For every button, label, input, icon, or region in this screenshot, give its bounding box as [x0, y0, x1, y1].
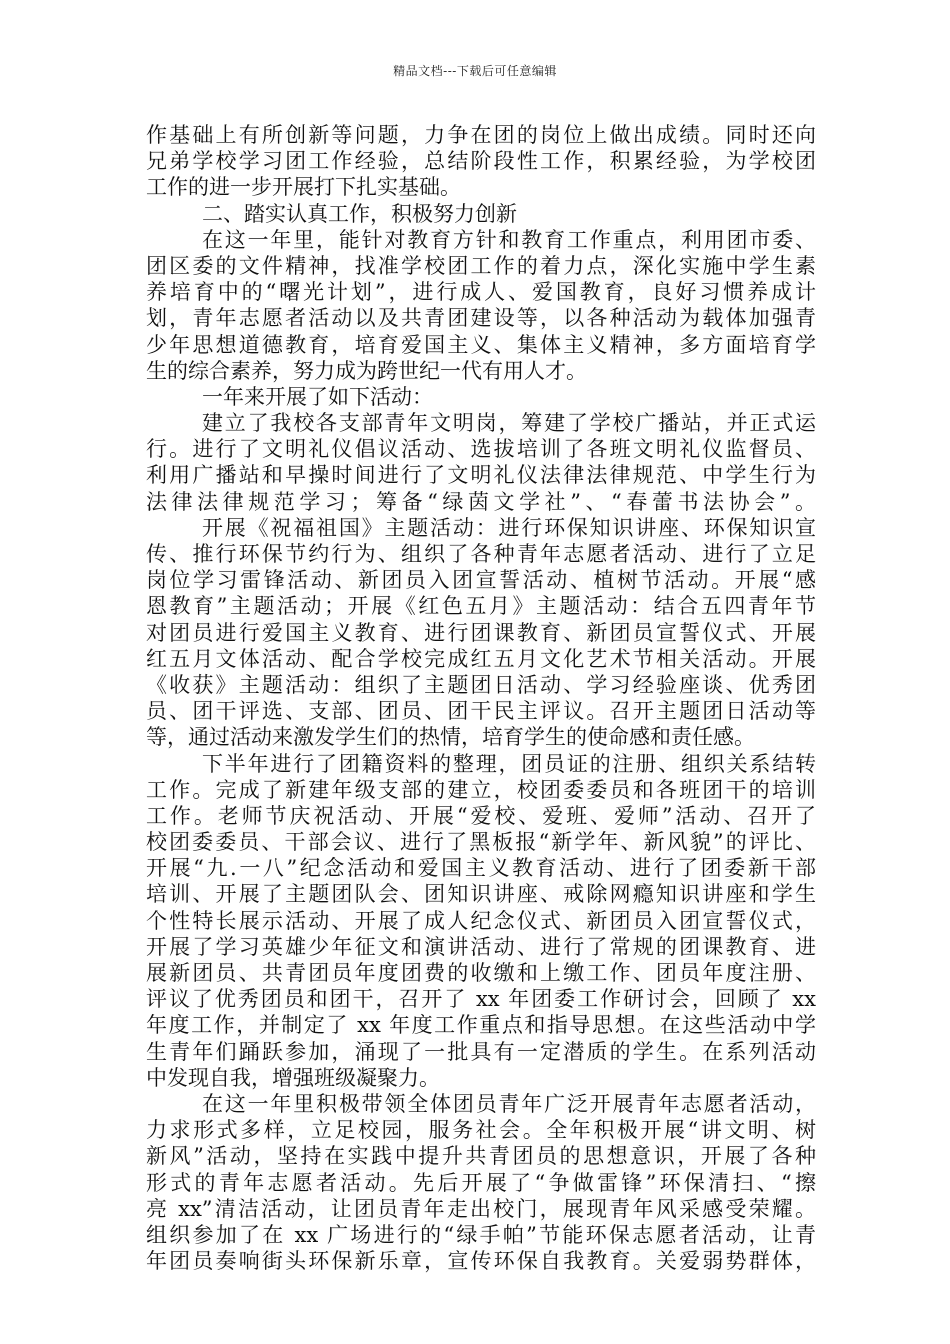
text-line: 对团员进行爱国主义教育、进行团课教育、新团员宣誓仪式、开展 [146, 620, 816, 645]
text-line: 红五月文体活动、配合学校完成红五月文化艺术节相关活动。开展 [146, 646, 816, 671]
text-line: 在这一年里，能针对教育方针和教育工作重点，利用团市委、 [202, 227, 816, 252]
text-line: 开展了学习英雄少年征文和演讲活动、进行了常规的团课教育、进 [146, 934, 816, 959]
text-line: 新风”活动，坚持在实践中提升共青团员的思想意识，开展了各种 [146, 1144, 816, 1169]
text-line: 形式的青年志愿者活动。先后开展了“争做雷锋”环保清扫、“擦 [146, 1170, 816, 1195]
text-line: 《收获》主题活动：组织了主题团日活动、学习经验座谈、优秀团 [146, 672, 816, 697]
text-line: 团区委的文件精神，找准学校团工作的着力点，深化实施中学生素 [146, 253, 816, 278]
text-line: 利用广播站和早操时间进行了文明礼仪法律法律规范、中学生行为 [146, 463, 816, 488]
text-line: 恩教育”主题活动；开展《红色五月》主题活动：结合五四青年节 [146, 594, 816, 619]
text-line: 作基础上有所创新等问题，力争在团的岗位上做出成绩。同时还向 [146, 123, 816, 147]
text-line: 年度工作，并制定了 xx 年度工作重点和指导思想。在这些活动中学 [146, 1013, 816, 1038]
text-line: 培训、开展了主题团队会、团知识讲座、戒除网瘾知识讲座和学生 [146, 882, 816, 907]
text-line: 建立了我校各支部青年文明岗，筹建了学校广播站，并正式运 [202, 411, 816, 436]
text-line: 岗位学习雷锋活动、新团员入团宣誓活动、植树节活动。开展“感 [146, 568, 816, 593]
text-line: 兄弟学校学习团工作经验，总结阶段性工作，积累经验，为学校团 [146, 149, 816, 174]
text-line: 工作。完成了新建年级支部的建立，校团委委员和各班团干的培训 [146, 777, 816, 802]
text-line: 员、团干评选、支部、团员、团干民主评议。召开主题团日活动等 [146, 699, 816, 724]
text-line: 年团员奏响街头环保新乐章，宣传环保自我教育。关爱弱势群体， [146, 1249, 816, 1274]
text-line: 组织参加了在 xx 广场进行的“绿手帕”节能环保志愿者活动，让青 [146, 1222, 816, 1247]
text-line: 一年来开展了如下活动： [202, 384, 433, 409]
document-body [146, 122, 816, 1274]
page-header: 精品文档---下载后可任意编辑 [393, 64, 557, 78]
text-line: 少年思想道德教育，培育爱国主义、集体主义精神，多方面培育学 [146, 332, 816, 357]
text-line: 校团委委员、干部会议、进行了黑板报“新学年、新风貌”的评比、 [146, 830, 816, 855]
text-line: 亮 xx”清洁活动，让团员青年走出校门，展现青年风采感受荣耀。 [146, 1196, 816, 1221]
text-line: 二、踏实认真工作，积极努力创新 [202, 201, 517, 226]
text-line: 传、推行环保节约行为、组织了各种青年志愿者活动、进行了立足 [146, 542, 816, 566]
text-line: 个性特长展示活动、开展了成人纪念仪式、新团员入团宣誓仪式， [146, 908, 816, 933]
text-line: 下半年进行了团籍资料的整理，团员证的注册、组织关系结转 [202, 751, 816, 776]
text-line: 开展《祝福祖国》主题活动：进行环保知识讲座、环保知识宣 [202, 515, 816, 540]
text-line: 生青年们踊跃参加，涌现了一批具有一定潜质的学生。在系列活动 [146, 1039, 816, 1064]
text-line: 开展“九.一八”纪念活动和爱国主义教育活动、进行了团委新干部 [146, 856, 816, 881]
text-line: 力求形式多样，立足校园，服务社会。全年积极开展“讲文明、树 [146, 1118, 816, 1143]
text-line: 养培育中的“曙光计划”，进行成人、爱国教育，良好习惯养成计 [146, 280, 816, 305]
text-line: 法律法律规范学习；筹备“绿茵文学社”、“春蕾书法协会”。 [146, 489, 816, 514]
text-line: 在这一年里积极带领全体团员青年广泛开展青年志愿者活动， [202, 1091, 816, 1116]
text-line: 展新团员、共青团员年度团费的收缴和上缴工作、团员年度注册、 [146, 961, 816, 985]
text-line: 工作的进一步开展打下扎实基础。 [146, 175, 461, 200]
text-line: 等，通过活动来激发学生们的热情，培育学生的使命感和责任感。 [146, 725, 755, 750]
text-line: 行。进行了文明礼仪倡议活动、选拔培训了各班文明礼仪监督员、 [146, 437, 816, 462]
text-line: 中发现自我，增强班级凝聚力。 [146, 1065, 440, 1090]
text-line: 划，青年志愿者活动以及共青团建设等，以各种活动为载体加强青 [146, 306, 816, 331]
text-line: 评议了优秀团员和团干，召开了 xx 年团委工作研讨会，回顾了 xx [146, 987, 816, 1012]
text-line: 生的综合素养，努力成为跨世纪一代有用人才。 [146, 358, 587, 383]
text-line: 工作。老师节庆祝活动、开展“爱校、爱班、爱师”活动、召开了 [146, 803, 816, 828]
